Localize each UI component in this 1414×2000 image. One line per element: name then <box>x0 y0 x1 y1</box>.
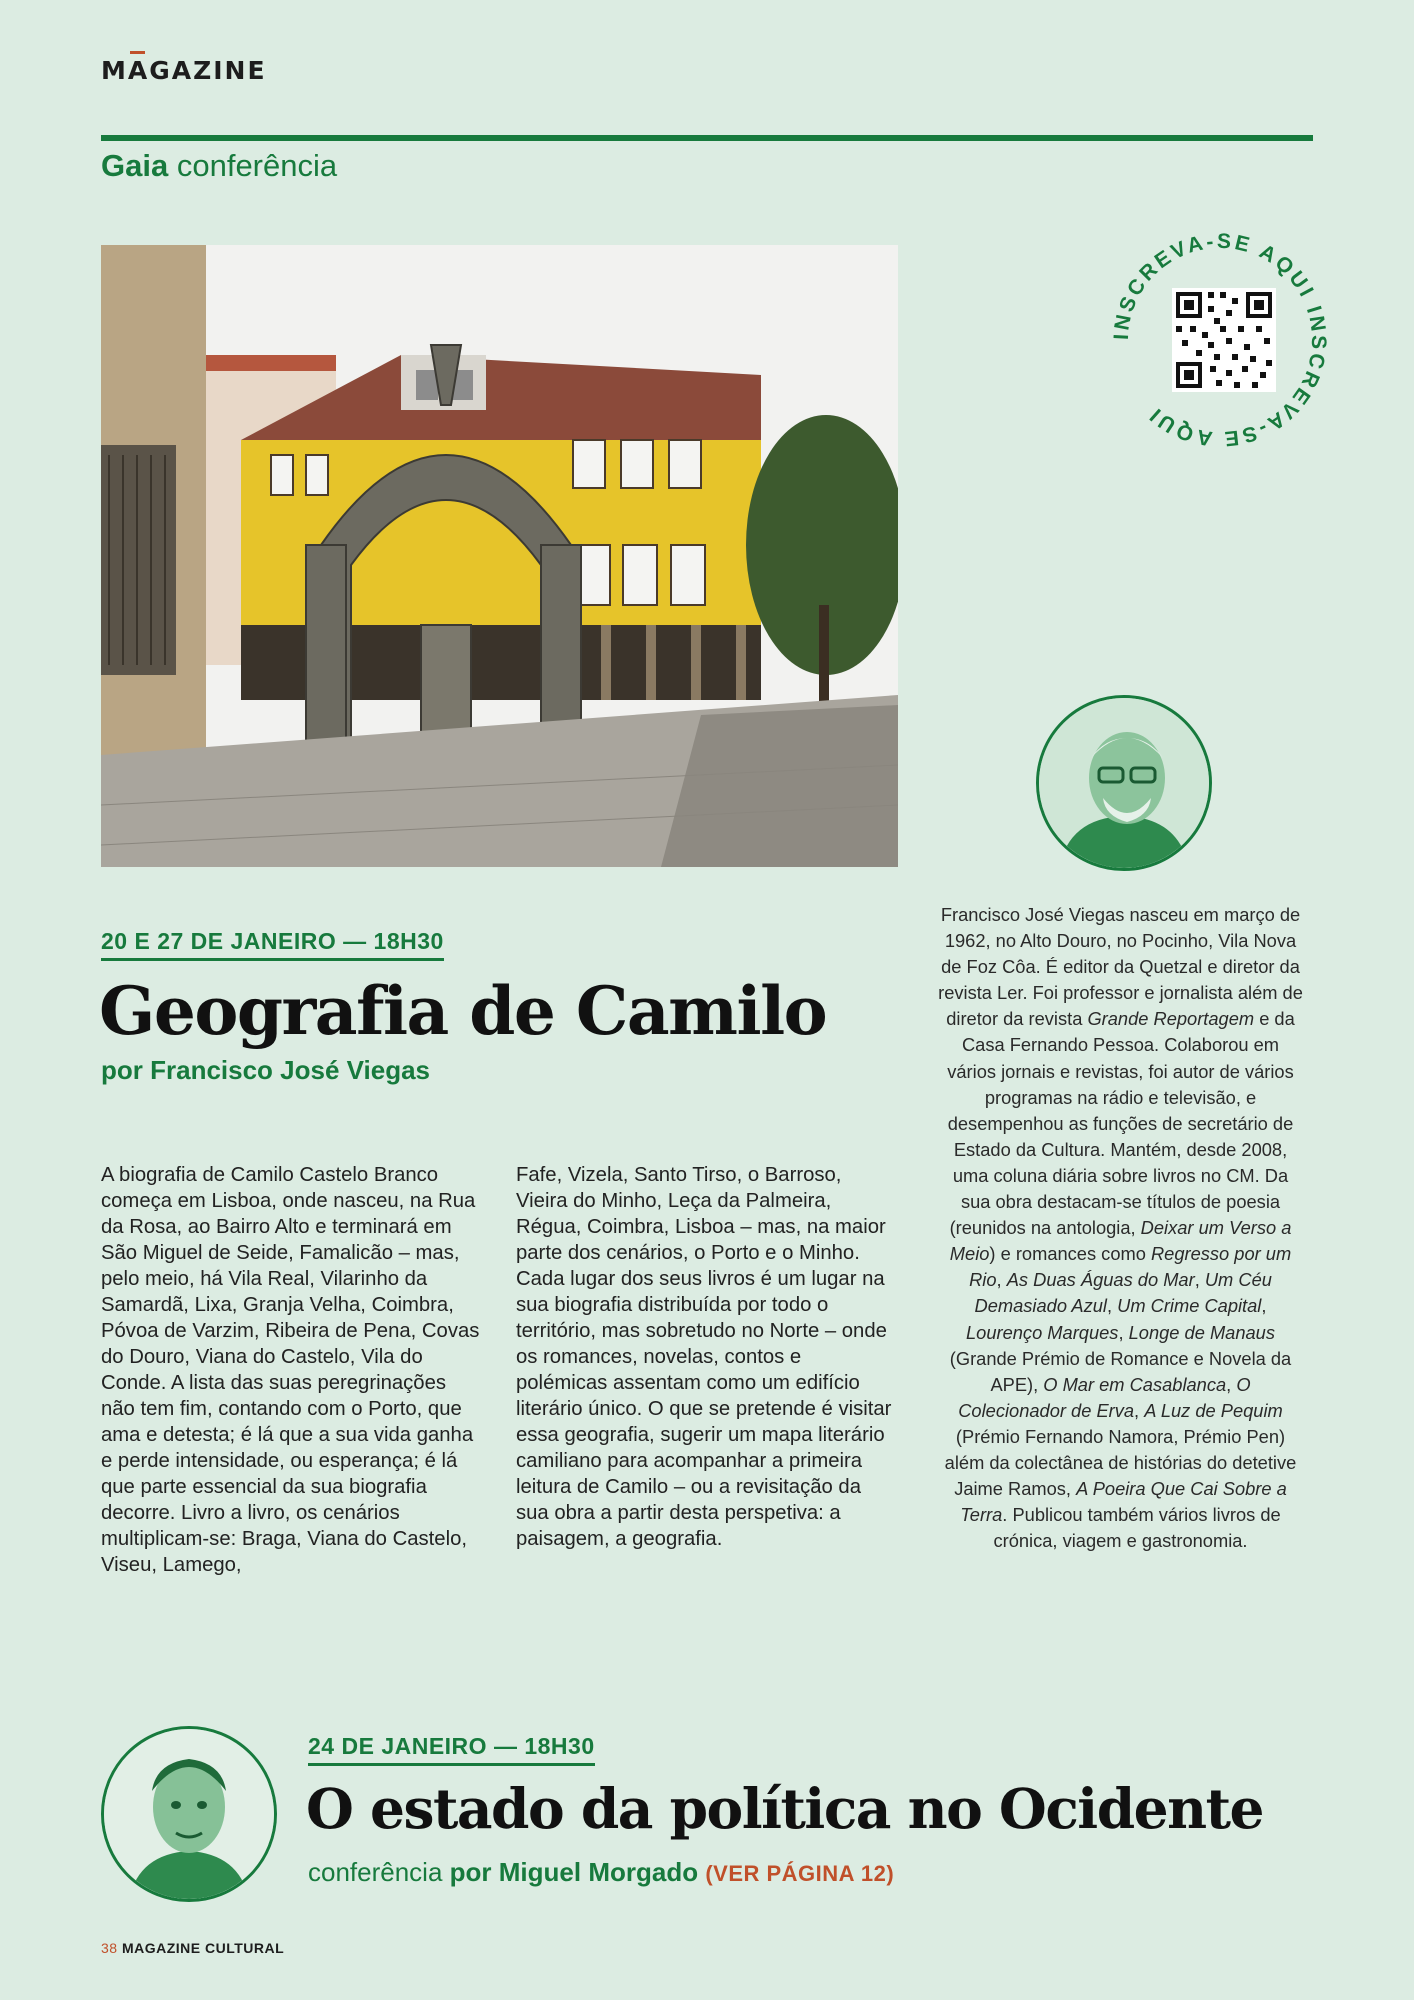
event1-byline: por Francisco José Viegas <box>101 1055 430 1085</box>
section-heading <box>101 148 337 184</box>
avatar-miguel-morgado <box>101 1726 277 1902</box>
section-location: Gaia <box>101 148 169 183</box>
event1-body-column-1: A biografia de Camilo Castelo Branco começa em Lisboa, onde nasceu, na Rua da Rosa, ao Bairro Alto e terminará em São Miguel de Seide, Famalicão – mas, pelo meio, há Vila Real, Vilarinho da Samardã, Lixa, Granja Velha, Coimbra, Póvoa de Varzim, Ribeira de Pena, Covas do Douro, Viana do Castelo, Vila do Conde. A lista das suas peregrinações não tem fim, contando com o Porto, que ama e detesta; é lá que a sua vida ganha e perde intensidade, ou esperança; é lá que parte essencial da sua biografia decorre. Livro a livro, os cenários multiplicam-se: Braga, Viana do Castelo, Viseu, Lamego, <box>101 1164 480 1576</box>
page-footer <box>101 1940 284 1956</box>
qr-ring-text: INSCREVA-SE AQUI INSCREVA-SE AQUI <box>1110 230 1330 450</box>
header-rule <box>101 135 1313 141</box>
section-type: conferência <box>176 148 338 183</box>
footer-label: MAGAZINE CULTURAL <box>121 1940 285 1956</box>
portrait-illustration <box>104 1729 274 1899</box>
event1-body-column-2: Fafe, Vizela, Santo Tirso, o Barroso, Vieira do Minho, Leça da Palmeira, Régua, Coimbra, Lisboa – mas, na maior parte dos cenários, o Porto e o Minho. Cada lugar dos seus livros é um lugar na sua biografia distribuída por todo o território, mas sobretudo no Norte – onde os romances, novelas, contos e polémicas assentam como um edifício literário único. O que se pretende é visitar essa geografia, sugerir um mapa literário camiliano para acompanhar a primeira leitura de Camilo – ou a revisitação da sua obra a partir desta perspetiva: a paisagem, a geografia. <box>516 1164 892 1550</box>
event2-speaker: por Miguel Morgado <box>449 1857 699 1887</box>
avatar-francisco-jose-viegas <box>1036 695 1212 871</box>
event1-date: 20 E 27 DE JANEIRO — 18H30 <box>101 928 444 961</box>
page-number: 38 <box>101 1940 118 1956</box>
magazine-logo: MAGAZINE <box>101 56 267 85</box>
event2-byline: conferência por Miguel Morgado (VER PÁGINA 12) <box>308 1857 895 1887</box>
speaker-bio: Francisco José Viegas nasceu em março de 1962, no Alto Douro, no Pocinho, Vila Nova de Foz Côa. É editor da Quetzal e diretor da revista Ler. Foi professor e jornalista além de diretor da revista Grande Reportagem e da Casa Fernando Pessoa. Colaborou em vários jornais e revistas, foi autor de vários programas na rádio e televisão, e desempenhou as funções de secretário de Estado da Cultura. Mantém, desde 2008, uma coluna diária sobre livros no CM. Da sua obra destacam-se títulos de poesia (reunidos na antologia, Deixar um Verso a Meio) e romances como Regresso por um Rio, As Duas Águas do Mar, Um Céu Demasiado Azul, Um Crime Capital, Lourenço Marques, Longe de Manaus (Grande Prémio de Romance e Novela da APE), O Mar em Casablanca, O Colecionador de Erva, A Luz de Pequim (Prémio Fernando Namora, Prémio Pen) além da colectânea de histórias do detetive Jaime Ramos, A Poeira Que Cai Sobre a Terra. Publicou também vários livros de crónica, viagem e gastronomia. <box>938 904 1303 1552</box>
event2-title: O estado da política no Ocidente <box>306 1776 1264 1841</box>
event2-date: 24 DE JANEIRO — 18H30 <box>308 1733 595 1766</box>
qr-code-icon[interactable] <box>1110 230 1330 450</box>
signup-qr-badge[interactable] <box>1110 230 1330 450</box>
event1-title: Geografia de Camilo <box>99 972 827 1050</box>
logo-accent-letter: A <box>127 56 150 85</box>
see-page-link[interactable]: (VER PÁGINA 12) <box>705 1861 895 1886</box>
plaza-illustration <box>101 245 898 867</box>
portrait-illustration <box>1039 698 1209 868</box>
main-photo-plaza <box>101 245 898 867</box>
